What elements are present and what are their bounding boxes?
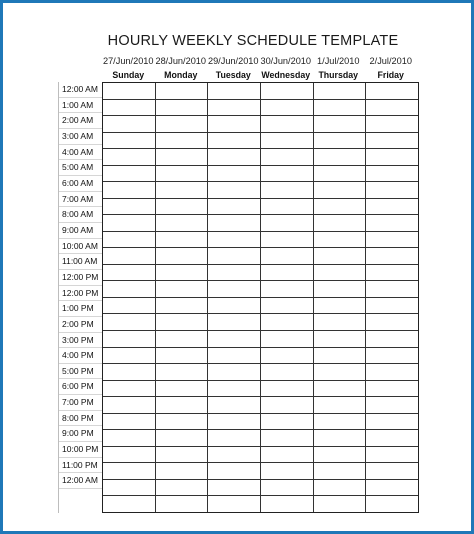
schedule-cell[interactable] (261, 248, 314, 264)
date-label: 2/Jul/2010 (369, 56, 412, 66)
time-label: 12:00 PM (59, 286, 103, 302)
schedule-cell[interactable] (314, 182, 367, 198)
schedule-cell[interactable] (103, 463, 156, 479)
time-label: 4:00 AM (59, 145, 103, 161)
schedule-cell[interactable] (103, 215, 156, 231)
schedule-cell[interactable] (314, 463, 367, 479)
day-label: Wednesday (261, 70, 311, 80)
schedule-cell[interactable] (103, 348, 156, 364)
schedule-cell[interactable] (314, 314, 367, 330)
time-label: 4:00 PM (59, 348, 103, 364)
schedule-cell[interactable] (103, 447, 156, 463)
schedule-cell[interactable] (314, 149, 367, 165)
time-label: 5:00 AM (59, 160, 103, 176)
schedule-cell[interactable] (366, 331, 418, 347)
schedule-cell[interactable] (156, 281, 209, 297)
table-row (103, 430, 418, 447)
schedule-cell[interactable] (366, 116, 418, 132)
schedule-cell[interactable] (261, 232, 314, 248)
date-label: 27/Jun/2010 (102, 56, 154, 66)
time-label: 2:00 AM (59, 113, 103, 129)
table-row (103, 215, 418, 232)
table-row (103, 182, 418, 199)
schedule-cell[interactable] (208, 215, 261, 231)
table-row (103, 116, 418, 133)
table-row (103, 232, 418, 249)
schedule-cell[interactable] (208, 298, 261, 314)
schedule-cell[interactable] (314, 215, 367, 231)
time-label: 7:00 PM (59, 395, 103, 411)
table-row (103, 166, 418, 183)
table-row (103, 381, 418, 398)
schedule-cell[interactable] (314, 265, 367, 281)
schedule-cell[interactable] (208, 100, 261, 116)
schedule-cell[interactable] (366, 83, 418, 99)
table-row (103, 331, 418, 348)
schedule-cell[interactable] (261, 430, 314, 446)
schedule-cell[interactable] (208, 480, 261, 496)
schedule-cell[interactable] (103, 397, 156, 413)
time-label: 9:00 PM (59, 426, 103, 442)
schedule-cell[interactable] (208, 149, 261, 165)
schedule-cell[interactable] (103, 414, 156, 430)
day-label: Thursday (318, 70, 359, 80)
schedule-cell[interactable] (314, 331, 367, 347)
schedule-cell[interactable] (156, 331, 209, 347)
table-row (103, 414, 418, 431)
schedule-table (102, 82, 419, 513)
schedule-cell[interactable] (156, 215, 209, 231)
schedule-cell[interactable] (261, 149, 314, 165)
schedule-cell[interactable] (208, 116, 261, 132)
schedule-cell[interactable] (261, 414, 314, 430)
schedule-cell[interactable] (261, 496, 314, 512)
schedule-cell[interactable] (103, 265, 156, 281)
schedule-cell[interactable] (261, 116, 314, 132)
schedule-cell[interactable] (366, 298, 418, 314)
table-row (103, 397, 418, 414)
schedule-cell[interactable] (103, 199, 156, 215)
schedule-cell[interactable] (314, 232, 367, 248)
schedule-cell[interactable] (314, 447, 367, 463)
table-row (103, 100, 418, 117)
schedule-cell[interactable] (103, 232, 156, 248)
day-label: Friday (377, 70, 404, 80)
schedule-cell[interactable] (156, 149, 209, 165)
table-row (103, 314, 418, 331)
table-row (103, 248, 418, 265)
table-row (103, 199, 418, 216)
schedule-cell[interactable] (261, 83, 314, 99)
schedule-cell[interactable] (314, 248, 367, 264)
time-label: 7:00 AM (59, 192, 103, 208)
table-row (103, 265, 418, 282)
schedule-cell[interactable] (366, 463, 418, 479)
schedule-cell[interactable] (156, 232, 209, 248)
time-label: 10:00 PM (59, 442, 103, 458)
time-label: 1:00 PM (59, 301, 103, 317)
schedule-cell[interactable] (261, 166, 314, 182)
schedule-cell[interactable] (314, 430, 367, 446)
schedule-cell[interactable] (366, 496, 418, 512)
schedule-cell[interactable] (156, 116, 209, 132)
schedule-cell[interactable] (103, 248, 156, 264)
schedule-cell[interactable] (208, 414, 261, 430)
time-label: 2:00 PM (59, 317, 103, 333)
schedule-cell[interactable] (366, 265, 418, 281)
schedule-cell[interactable] (314, 166, 367, 182)
schedule-cell[interactable] (156, 496, 209, 512)
schedule-cell[interactable] (261, 199, 314, 215)
schedule-cell[interactable] (366, 397, 418, 413)
schedule-cell[interactable] (103, 116, 156, 132)
schedule-cell[interactable] (103, 182, 156, 198)
time-label: 1:00 AM (59, 98, 103, 114)
schedule-cell[interactable] (366, 199, 418, 215)
schedule-cell[interactable] (314, 496, 367, 512)
schedule-cell[interactable] (103, 331, 156, 347)
schedule-cell[interactable] (261, 314, 314, 330)
schedule-cell[interactable] (366, 430, 418, 446)
table-row (103, 133, 418, 150)
table-row (103, 281, 418, 298)
schedule-cell[interactable] (156, 182, 209, 198)
schedule-cell[interactable] (208, 133, 261, 149)
time-label: 3:00 PM (59, 333, 103, 349)
schedule-cell[interactable] (261, 348, 314, 364)
date-label: 1/Jul/2010 (317, 56, 360, 66)
schedule-cell[interactable] (208, 166, 261, 182)
schedule-cell[interactable] (261, 133, 314, 149)
table-row (103, 364, 418, 381)
day-label: Sunday (112, 70, 145, 80)
schedule-cell[interactable] (261, 447, 314, 463)
schedule-cell[interactable] (156, 348, 209, 364)
table-row (103, 298, 418, 315)
time-label: 11:00 PM (59, 458, 103, 474)
schedule-cell[interactable] (208, 199, 261, 215)
time-label: 8:00 PM (59, 411, 103, 427)
schedule-cell[interactable] (314, 281, 367, 297)
schedule-cell[interactable] (208, 232, 261, 248)
schedule-cell[interactable] (366, 232, 418, 248)
time-column (58, 82, 103, 513)
page-title: HOURLY WEEKLY SCHEDULE TEMPLATE (107, 33, 399, 49)
schedule-cell[interactable] (103, 100, 156, 116)
schedule-cell[interactable] (103, 480, 156, 496)
table-row (103, 480, 418, 497)
schedule-cell[interactable] (208, 364, 261, 380)
schedule-cell[interactable] (366, 480, 418, 496)
schedule-cell[interactable] (156, 248, 209, 264)
table-row (103, 447, 418, 464)
schedule-cell[interactable] (366, 100, 418, 116)
schedule-cell[interactable] (208, 265, 261, 281)
table-row (103, 463, 418, 480)
schedule-cell[interactable] (103, 83, 156, 99)
table-row (103, 83, 418, 100)
schedule-cell[interactable] (261, 281, 314, 297)
day-label: Monday (164, 70, 198, 80)
schedule-cell[interactable] (156, 166, 209, 182)
schedule-cell[interactable] (366, 215, 418, 231)
schedule-cell[interactable] (314, 83, 367, 99)
schedule-cell[interactable] (208, 281, 261, 297)
schedule-cell[interactable] (156, 397, 209, 413)
table-row (103, 348, 418, 365)
schedule-cell[interactable] (156, 83, 209, 99)
schedule-cell[interactable] (366, 248, 418, 264)
time-label: 9:00 AM (59, 223, 103, 239)
day-label: Tuesday (215, 70, 251, 80)
schedule-cell[interactable] (156, 100, 209, 116)
time-label: 10:00 AM (59, 239, 103, 255)
schedule-cell[interactable] (261, 298, 314, 314)
schedule-cell[interactable] (261, 381, 314, 397)
time-label: 11:00 AM (59, 254, 103, 270)
schedule-cell[interactable] (156, 133, 209, 149)
schedule-cell[interactable] (156, 447, 209, 463)
schedule-cell[interactable] (261, 463, 314, 479)
schedule-cell[interactable] (103, 364, 156, 380)
schedule-cell[interactable] (208, 496, 261, 512)
schedule-cell[interactable] (208, 248, 261, 264)
schedule-cell[interactable] (156, 265, 209, 281)
schedule-cell[interactable] (103, 314, 156, 330)
schedule-cell[interactable] (366, 166, 418, 182)
time-label: 12:00 AM (59, 473, 103, 489)
schedule-cell[interactable] (314, 199, 367, 215)
schedule-cell[interactable] (366, 414, 418, 430)
schedule-cell[interactable] (208, 397, 261, 413)
schedule-cell[interactable] (103, 381, 156, 397)
schedule-cell[interactable] (314, 348, 367, 364)
time-label: 12:00 PM (59, 270, 103, 286)
schedule-cell[interactable] (261, 265, 314, 281)
schedule-cell[interactable] (156, 298, 209, 314)
schedule-cell[interactable] (156, 414, 209, 430)
schedule-cell[interactable] (261, 331, 314, 347)
schedule-cell[interactable] (208, 83, 261, 99)
schedule-cell[interactable] (156, 381, 209, 397)
time-label: 8:00 AM (59, 207, 103, 223)
schedule-cell[interactable] (208, 348, 261, 364)
time-label: 5:00 PM (59, 364, 103, 380)
schedule-cell[interactable] (314, 414, 367, 430)
schedule-cell[interactable] (314, 133, 367, 149)
schedule-cell[interactable] (208, 463, 261, 479)
schedule-cell[interactable] (366, 348, 418, 364)
schedule-cell[interactable] (261, 397, 314, 413)
schedule-cell[interactable] (314, 381, 367, 397)
date-label: 30/Jun/2010 (260, 56, 312, 66)
schedule-cell[interactable] (103, 133, 156, 149)
schedule-cell[interactable] (208, 314, 261, 330)
schedule-cell[interactable] (366, 381, 418, 397)
schedule-cell[interactable] (261, 480, 314, 496)
day-header-row (102, 69, 417, 82)
schedule-cell[interactable] (208, 430, 261, 446)
date-label: 29/Jun/2010 (207, 56, 259, 66)
schedule-cell[interactable] (156, 314, 209, 330)
schedule-cell[interactable] (314, 116, 367, 132)
schedule-cell[interactable] (314, 298, 367, 314)
schedule-cell[interactable] (366, 182, 418, 198)
schedule-cell[interactable] (103, 496, 156, 512)
time-label: 12:00 AM (59, 82, 103, 98)
schedule-cell[interactable] (208, 381, 261, 397)
date-label: 28/Jun/2010 (155, 56, 207, 66)
date-header-row (102, 55, 417, 68)
schedule-cell[interactable] (156, 199, 209, 215)
schedule-cell[interactable] (366, 314, 418, 330)
schedule-cell[interactable] (314, 397, 367, 413)
time-label: 3:00 AM (59, 129, 103, 145)
schedule-cell[interactable] (261, 364, 314, 380)
schedule-cell[interactable] (261, 100, 314, 116)
schedule-cell[interactable] (103, 149, 156, 165)
schedule-cell[interactable] (208, 447, 261, 463)
schedule-cell[interactable] (261, 182, 314, 198)
schedule-cell[interactable] (103, 281, 156, 297)
time-label: 6:00 PM (59, 379, 103, 395)
schedule-cell[interactable] (208, 182, 261, 198)
schedule-cell[interactable] (103, 430, 156, 446)
schedule-cell[interactable] (366, 364, 418, 380)
schedule-cell[interactable] (261, 215, 314, 231)
schedule-cell[interactable] (103, 166, 156, 182)
table-row (103, 149, 418, 166)
schedule-cell[interactable] (103, 298, 156, 314)
schedule-cell[interactable] (156, 364, 209, 380)
schedule-cell[interactable] (156, 430, 209, 446)
schedule-cell[interactable] (366, 281, 418, 297)
table-row (103, 496, 418, 512)
schedule-cell[interactable] (366, 133, 418, 149)
schedule-cell[interactable] (208, 331, 261, 347)
schedule-cell[interactable] (314, 364, 367, 380)
schedule-grid (58, 82, 419, 513)
schedule-cell[interactable] (314, 480, 367, 496)
schedule-cell[interactable] (366, 447, 418, 463)
schedule-cell[interactable] (314, 100, 367, 116)
schedule-cell[interactable] (156, 480, 209, 496)
schedule-cell[interactable] (366, 149, 418, 165)
schedule-cell[interactable] (156, 463, 209, 479)
time-label: 6:00 AM (59, 176, 103, 192)
